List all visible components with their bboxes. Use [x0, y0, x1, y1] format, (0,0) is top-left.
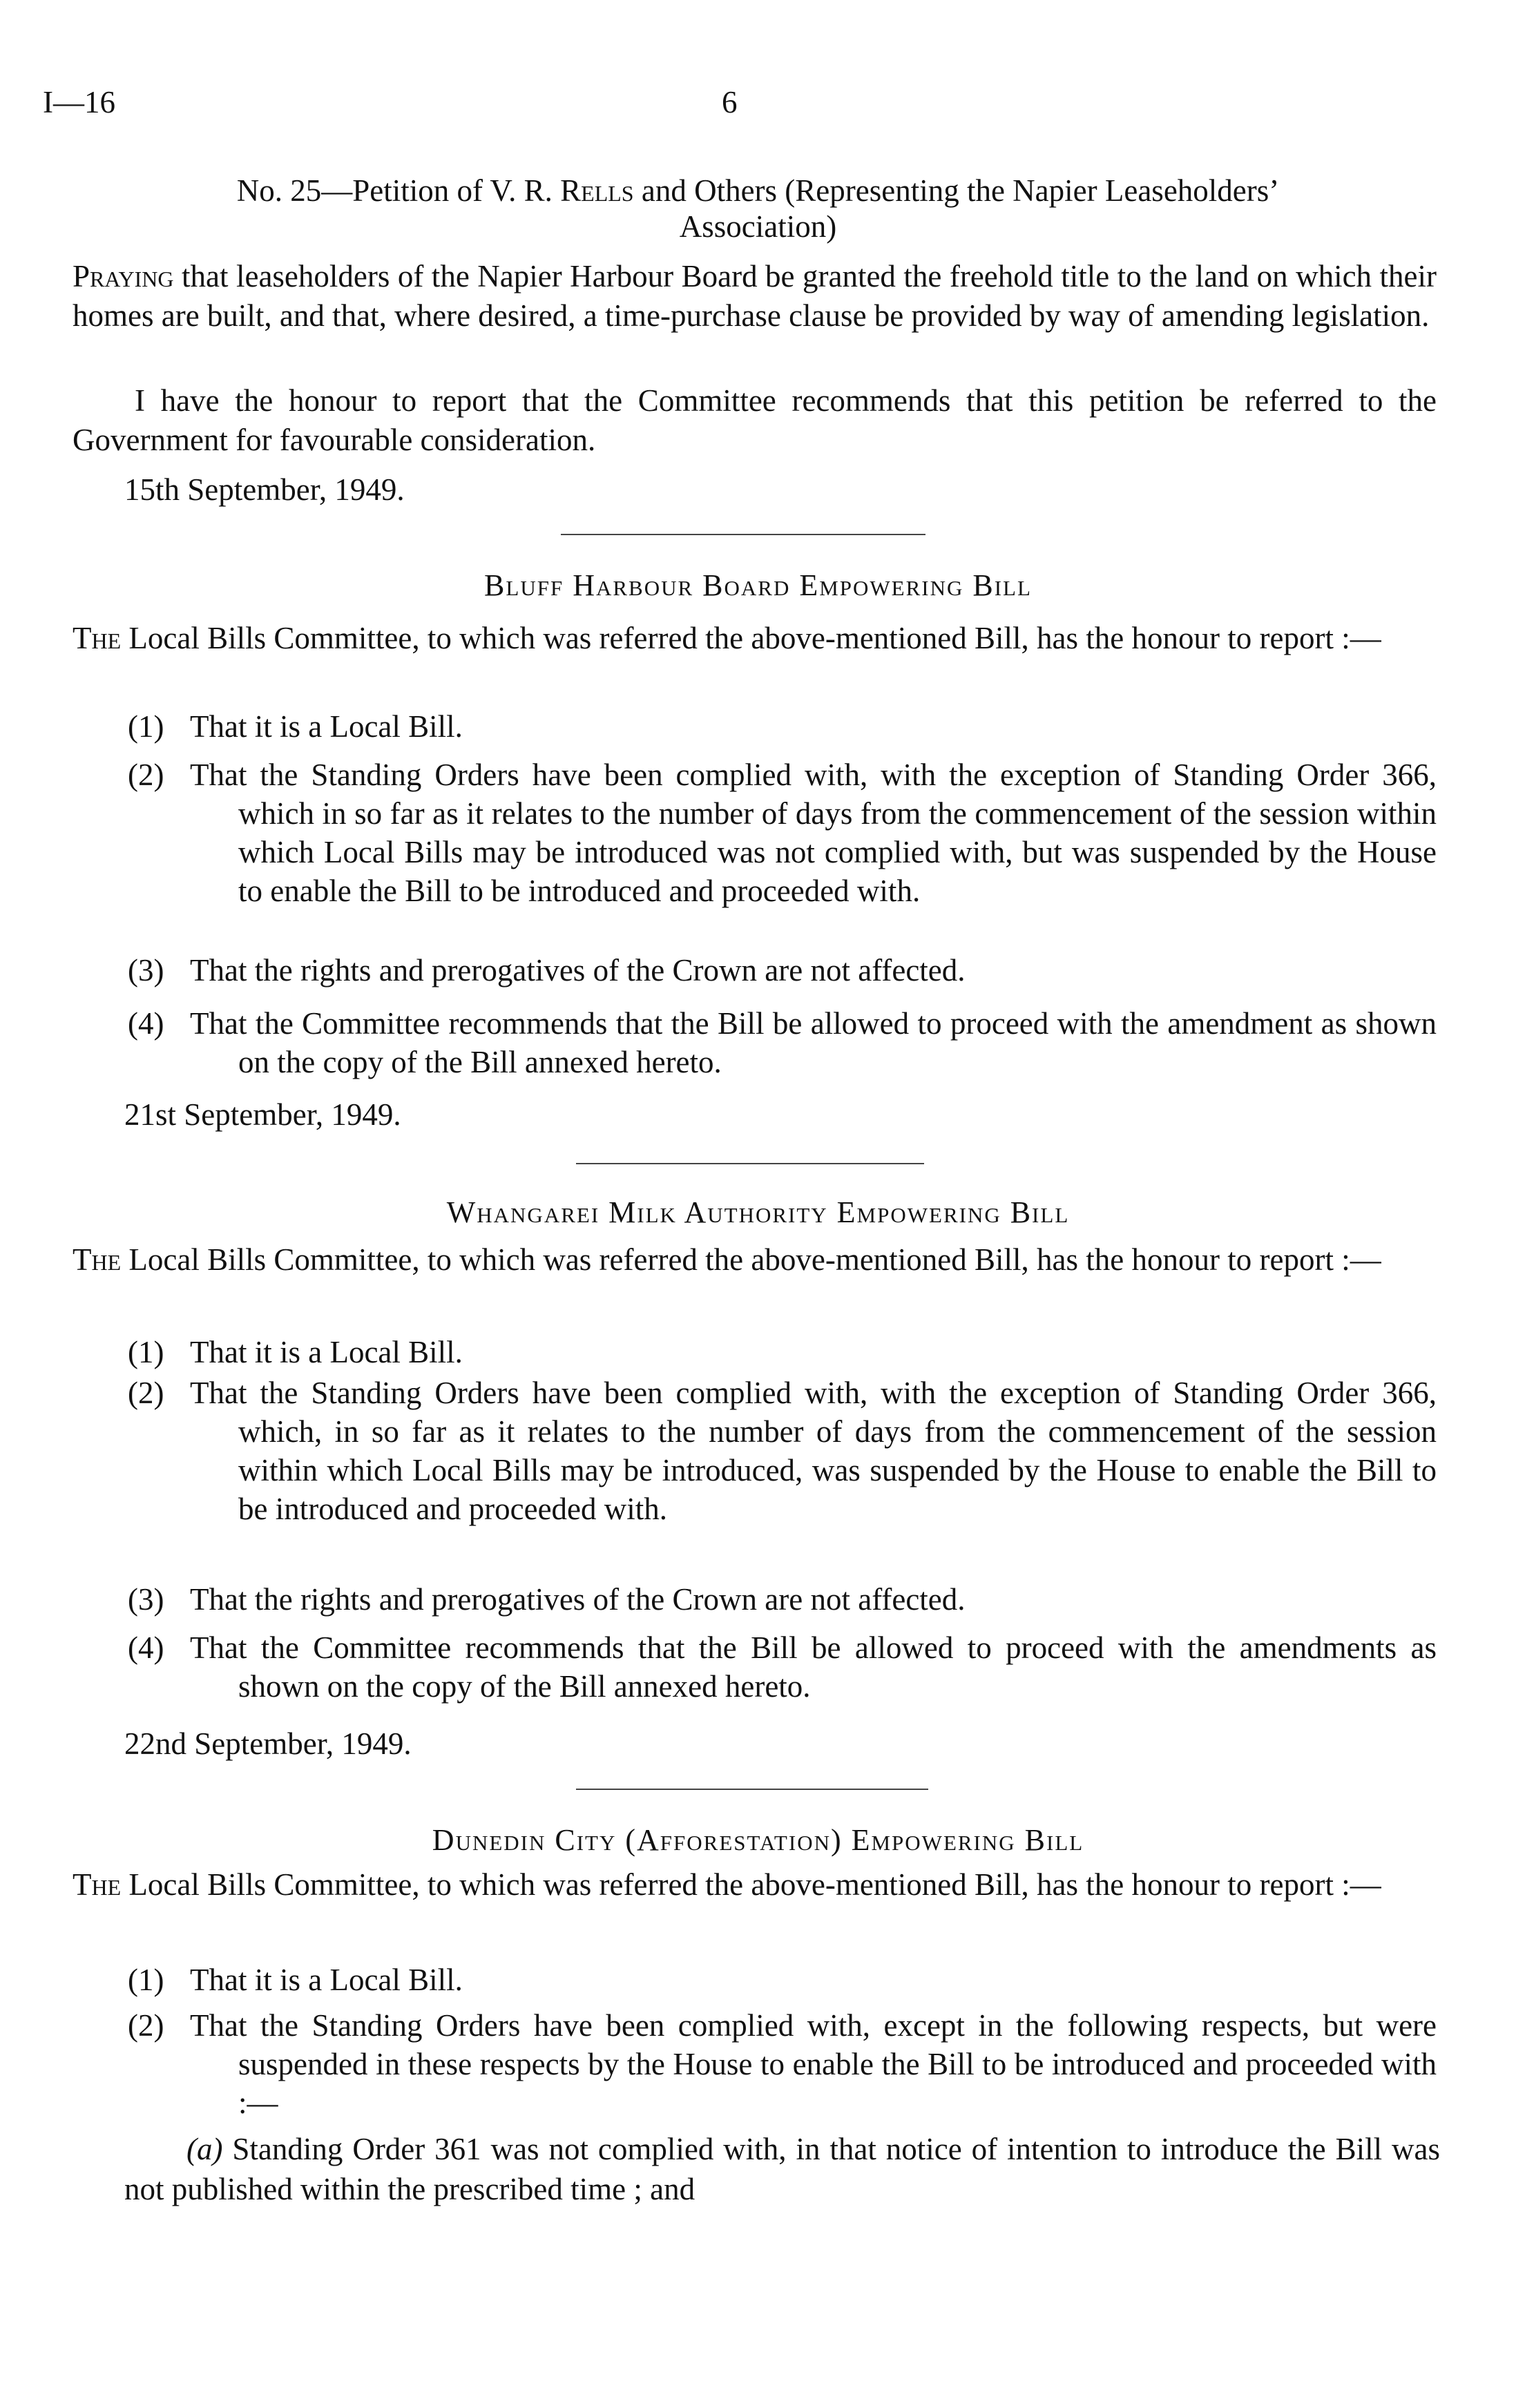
item-text: That the rights and prerogatives of the Crown are not affected. — [190, 1582, 966, 1617]
petition-title — [55, 173, 1461, 244]
section-intro — [73, 1865, 1437, 1905]
item-text: That the rights and prerogatives of the Crown are not affected. — [190, 953, 966, 988]
item-text: That the Committee recommends that the Bill be allowed to proceed with the amendments as shown on the copy of the Bill annexed hereto. — [190, 1630, 1437, 1704]
praying-lead: Praying — [73, 259, 174, 293]
petition-report: I have the honour to report that the Committee recommends that this petition be referred to the Government for favourable consideration. — [73, 383, 1437, 457]
list-item — [128, 707, 1437, 746]
page-number: 6 — [722, 85, 738, 119]
item-number: (2) — [128, 2008, 164, 2043]
section-date: 22nd September, 1949. — [124, 1726, 412, 1761]
item-number: (4) — [128, 1006, 164, 1041]
document-reference: I—16 — [43, 85, 115, 119]
list-item — [128, 1961, 1437, 1999]
praying-text: that leaseholders of the Napier Harbour Board be granted the freehold title to the land on which their homes are built, and that, where desired, a time-purchase clause be provided by way of amending legislation. — [73, 259, 1437, 333]
item-text: That it is a Local Bill. — [190, 1963, 463, 1997]
petition-prayer — [73, 257, 1437, 336]
list-item — [128, 1374, 1437, 1528]
divider — [561, 534, 925, 535]
item-number: (2) — [128, 1376, 164, 1410]
item-number: (3) — [128, 1582, 164, 1617]
intro-lead: The — [73, 621, 122, 655]
item-number: (3) — [128, 953, 164, 988]
list-item — [128, 951, 1437, 990]
item-number: (1) — [128, 1335, 164, 1369]
section-intro — [73, 619, 1437, 658]
divider — [576, 1163, 924, 1164]
sub-item-number: (a) — [186, 2132, 223, 2166]
title-prefix: No. 25—Petition of V. R. — [236, 173, 561, 208]
section-heading: Dunedin City (Afforestation) Empowering Bill — [432, 1823, 1084, 1857]
sub-item — [62, 2129, 1440, 2209]
item-number: (1) — [128, 1963, 164, 1997]
intro-text: Local Bills Committee, to which was referred the above-mentioned Bill, has the honour to report :— — [121, 621, 1381, 655]
item-number: (1) — [128, 709, 164, 744]
list-item — [128, 755, 1437, 910]
intro-lead: The — [73, 1867, 122, 1902]
intro-lead: The — [73, 1242, 122, 1277]
sub-item-text: Standing Order 361 was not complied with, in that notice of intention to introduce the Bill was not published within the prescribed time ; and — [124, 2132, 1440, 2206]
item-text: That the Committee recommends that the Bill be allowed to proceed with the amendment as shown on the copy of the Bill annexed hereto. — [190, 1006, 1437, 1079]
item-text: That the Standing Orders have been complied with, except in the following respects, but were suspended in these respects by the House to enable the Bill to be introduced and proceeded with :— — [190, 2008, 1437, 2120]
list-item — [128, 1333, 1437, 1371]
section-heading: Whangarei Milk Authority Empowering Bill — [446, 1195, 1070, 1229]
item-text: That it is a Local Bill. — [190, 709, 463, 744]
divider — [576, 1789, 928, 1790]
list-item — [128, 2006, 1437, 2122]
section-date: 21st September, 1949. — [124, 1097, 401, 1132]
list-item — [128, 1628, 1437, 1706]
section-heading: Bluff Harbour Board Empowering Bill — [484, 568, 1032, 602]
item-number: (2) — [128, 758, 164, 792]
item-text: That the Standing Orders have been complied with, with the exception of Standing Order 366, which in so far as it relates to the number of days from the commencement of the session within which Local Bills may be introduced was not complied with, but was suspended by the House to enable the Bill to be introduced and proceeded with. — [190, 758, 1437, 908]
title-suffix: and Others (Representing the Napier Leaseholders’ — [633, 173, 1280, 208]
title-name: Rells — [560, 173, 634, 208]
section-intro — [73, 1240, 1437, 1280]
petition-date: 15th September, 1949. — [124, 472, 405, 507]
intro-text: Local Bills Committee, to which was referred the above-mentioned Bill, has the honour to report :— — [121, 1867, 1381, 1902]
list-item — [128, 1004, 1437, 1081]
item-text: That it is a Local Bill. — [190, 1335, 463, 1369]
item-text: That the Standing Orders have been complied with, with the exception of Standing Order 366, which, in so far as it relates to the number of days from the commencement of the session within which Local Bills may be introduced, was suspended by the House to enable the Bill to be introduced and proceeded with. — [190, 1376, 1437, 1526]
title-line2: Association) — [679, 209, 837, 244]
intro-text: Local Bills Committee, to which was referred the above-mentioned Bill, has the honour to report :— — [121, 1242, 1381, 1277]
list-item — [128, 1580, 1437, 1619]
item-number: (4) — [128, 1630, 164, 1665]
